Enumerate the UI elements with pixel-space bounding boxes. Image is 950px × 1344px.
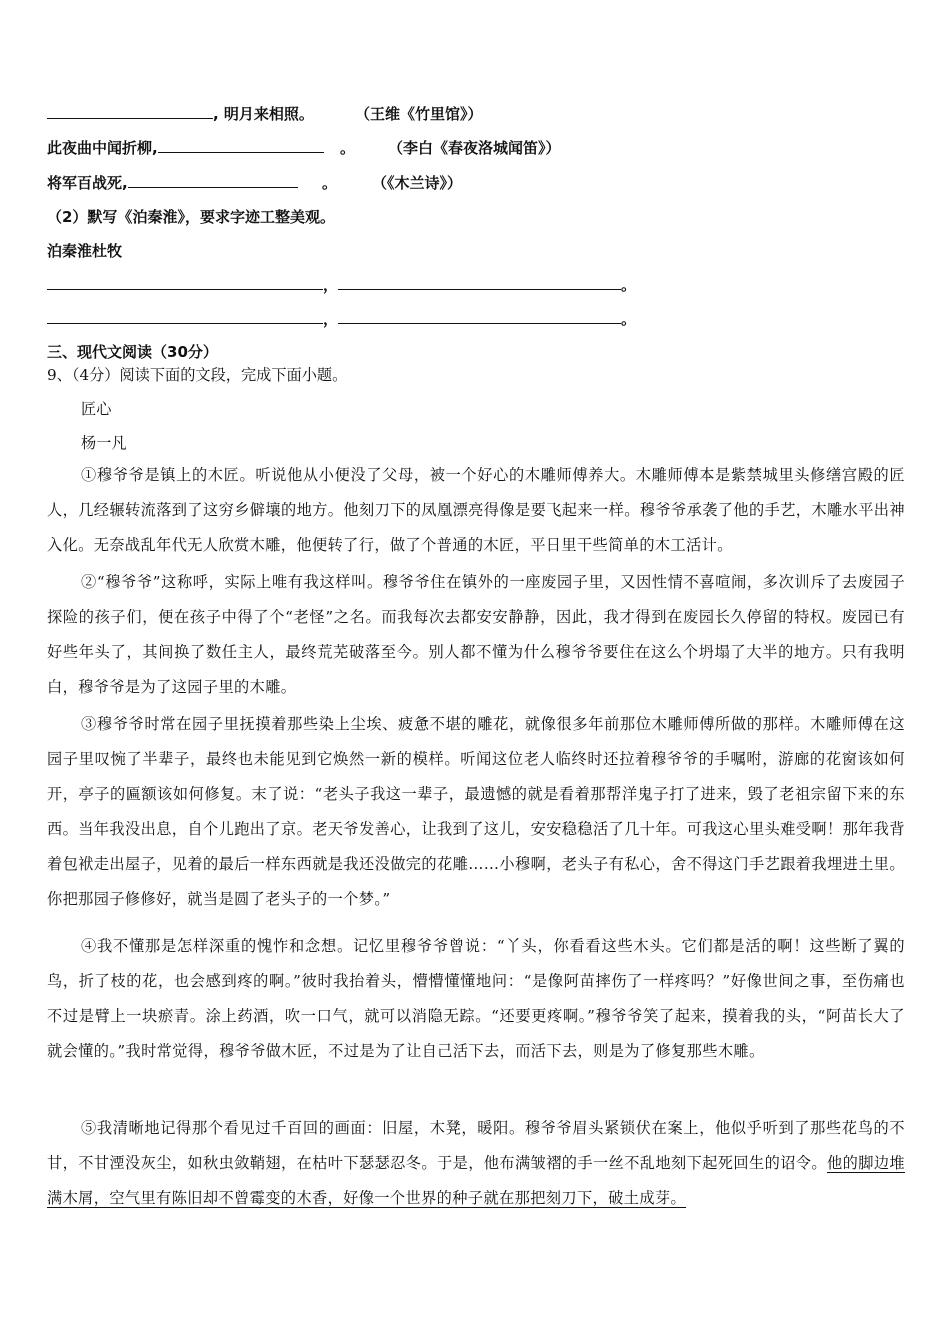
- answer-blank[interactable]: [128, 173, 298, 188]
- paragraph-5-underlined: 他的脚边堆满木屑，空气里有陈旧却不曾霉变的木香，好像一个世界的种子就在那把刻刀下，破土成芽。: [47, 1154, 906, 1207]
- comma: ，: [323, 310, 339, 328]
- fill-line-2-source: （李白《春夜洛城闻笛》）: [388, 139, 561, 157]
- article-author: 杨一凡: [81, 434, 127, 452]
- answer-blank[interactable]: [47, 309, 323, 324]
- poem-line-2: [47, 308, 636, 329]
- paragraph-5: [47, 1111, 905, 1216]
- period: 。: [621, 310, 637, 328]
- poem-line-1: [47, 274, 636, 295]
- fill-line-1-text: , 明月来相照。: [213, 105, 314, 123]
- fill-line-3-source: （《木兰诗》）: [372, 174, 463, 192]
- poem-title: 泊秦淮杜牧: [47, 242, 123, 260]
- fill-line-1-source: （王维《竹里馆》）: [355, 105, 483, 123]
- answer-blank[interactable]: [158, 138, 324, 153]
- fill-line-3: [47, 172, 298, 193]
- answer-blank[interactable]: [338, 275, 621, 290]
- paragraph-5-text: ⑤我清晰地记得那个看见过千百回的画面：旧屋，木凳，暖阳。穆爷爷眉头紧锁伏在案上，他似乎听到了那些花鸟的不甘，不甘湮没灰尘，如秋虫敛鞘翅，在枯叶下瑟瑟忍冬。于是，他布满皱褶的手一丝不乱地刻下起死回生的诏令。: [47, 1119, 905, 1172]
- article-title: 匠心: [81, 400, 112, 418]
- paragraph-1: ①穆爷爷是镇上的木匠。听说他从小便没了父母，被一个好心的木雕师傅养大。木雕师傅本是紫禁城里头修缮宫殿的匠人，几经辗转流落到了这穷乡僻壤的地方。他刻刀下的凤凰漂亮得像是要飞起来一样。穆爷爷承袭了他的手艺，木雕水平出神入化。无奈战乱年代无人欣赏木雕，他便转了行，做了个普通的木匠，平日里干些简单的木工活计。: [47, 466, 905, 554]
- task-2-instruction: （2）默写《泊秦淮》，要求字迹工整美观。: [47, 208, 335, 226]
- answer-blank[interactable]: [47, 104, 213, 119]
- period: 。: [621, 276, 637, 294]
- fill-line-3-prefix: 将军百战死,: [47, 174, 128, 192]
- fill-line-2-prefix: 此夜曲中闻折柳,: [47, 139, 158, 157]
- fill-line-1: [47, 103, 314, 124]
- paragraph-4: ④我不懂那是怎样深重的愧怍和念想。记忆里穆爷爷曾说：“丫头，你看看这些木头。它们都是活的啊！这些断了翼的鸟，折了枝的花，也会感到疼的啊。”彼时我抬着头，懵懵懂懂地问：“是像阿苗摔伤了一样疼吗？”好像世间之事，至伤痛也不过是臂上一块瘀青。涂上药酒，吹一口气，就可以消隐无踪。“还要更疼啊。”穆爷爷笑了起来，摸着我的头，“阿苗长大了就会懂的。”我时常觉得，穆爷爷做木匠，不过是为了让自己活下去，而活下去，则是为了修复那些木雕。: [47, 937, 905, 1060]
- paragraph-2: ②“穆爷爷”这称呼，实际上唯有我这样叫。穆爷爷住在镇外的一座废园子里，又因性情不喜喧闹，多次训斥了去废园子探险的孩子们，便在孩子中得了个“老怪”之名。而我每次去都安安静静，因此，我才得到在废园长久停留的特权。废园已有好些年头了，其间换了数任主人，最终荒芜破落至今。别人都不懂为什么穆爷爷要住在这么个坍塌了大半的地方。只有我明白，穆爷爷是为了这园子里的木雕。: [47, 573, 905, 696]
- fill-line-2-suffix: 。: [340, 139, 356, 157]
- question-stem: 9、（4分）阅读下面的文段，完成下面小题。: [47, 366, 348, 384]
- answer-blank[interactable]: [338, 309, 621, 324]
- fill-line-3-suffix: 。: [322, 174, 338, 192]
- comma: ，: [323, 276, 339, 294]
- fill-line-2: [47, 137, 324, 158]
- answer-blank[interactable]: [47, 275, 323, 290]
- paragraph-3: ③穆爷爷时常在园子里抚摸着那些染上尘埃、疲惫不堪的雕花，就像很多年前那位木雕师傅所做的那样。木雕师傅在这园子里叹惋了半辈子，最终也未能见到它焕然一新的模样。听闻这位老人临终时还拉着穆爷爷的手嘱咐，游廊的花窗该如何开，亭子的匾额该如何修复。末了说：“老头子我这一辈子，最遗憾的就是看着那帮洋鬼子打了进来，毁了老祖宗留下来的东西。当年我没出息，自个儿跑出了京。老天爷发善心，让我到了这儿，安安稳稳活了几十年。可我这心里头难受啊！那年我背着包袱走出屋子，见着的最后一样东西就是我还没做完的花雕……小穆啊，老头子有私心，舍不得这门手艺跟着我埋进土里。你把那园子修修好，就当是圆了老头子的一个梦。”: [47, 715, 905, 908]
- section-heading: 三、现代文阅读（30分）: [47, 343, 218, 361]
